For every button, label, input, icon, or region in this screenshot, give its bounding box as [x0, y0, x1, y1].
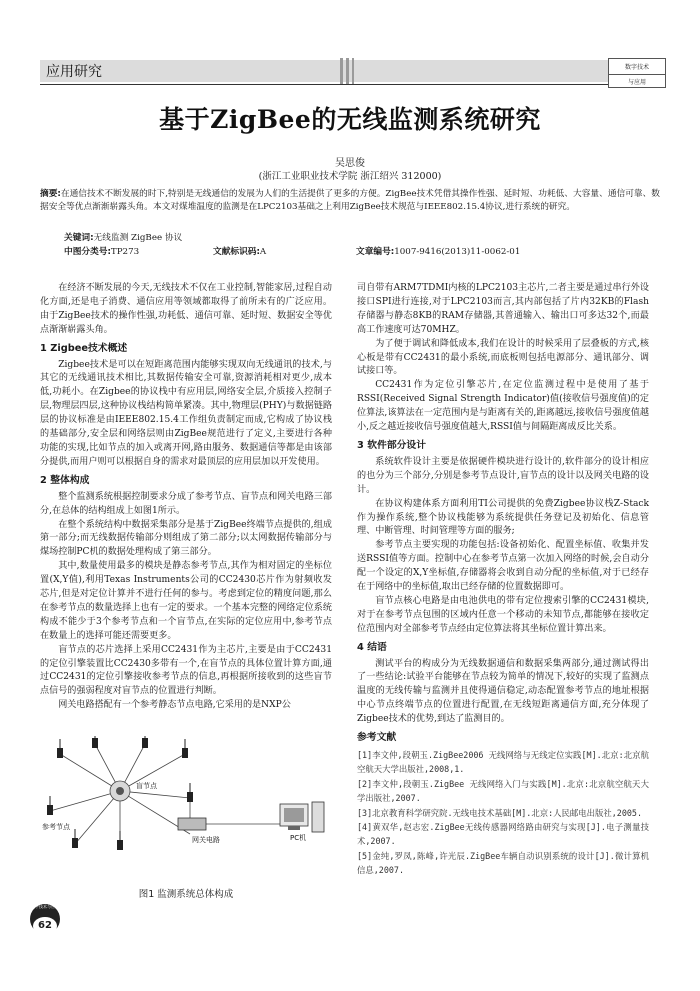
clc	[64, 245, 139, 257]
abstract-label: 摘要:	[40, 189, 61, 199]
logo-bottom-text: 与应用	[609, 74, 665, 86]
reference-list	[357, 748, 649, 878]
body-paragraph: 参考节点主要实现的功能包括:设备初始化、配置坐标值、收集并发送RSSI值等方面。控制中心在参考节点第一次加入网络的时候,会自动分配一个设定的X,Y坐标值,存储器将会收到自动分配的坐标值,对于已经存在于网络中的坐标值,取出已经存储的位置数据即可。	[357, 540, 649, 593]
abstract	[40, 188, 660, 214]
affiliation: (浙江工业职业技术学院 浙江绍兴 312000)	[258, 171, 442, 182]
article-title: 基于ZigBee的无线监测系统研究	[159, 105, 541, 134]
reference-item: [1]李文仲,段朝玉.ZigBee2006 无线网络与无线定位实践[M].北京:北京航空航天大学出版社,2008,1.	[357, 750, 649, 775]
reference-item: [2]李文仲,段朝玉.ZigBee 无线网络入门与实践[M].北京:北京航空航天大学出版社,2007.	[357, 778, 649, 804]
body-paragraph: 盲节点核心电路是由电池供电的带有定位搜索引擎的CC2431模块,对于在参考节点包围的区域内任意一个移动的未知节点,都能够在接收定位范围内对全部参考节点经由定位算法将其坐标位置计算出来。	[357, 595, 649, 634]
keywords-text: 无线监测 ZigBee 协议	[93, 233, 183, 243]
article-number-label: 文章编号:	[356, 247, 395, 257]
section-heading: 2 整体构成	[40, 474, 90, 486]
journal-logo	[608, 58, 666, 88]
clc-value: TP273	[110, 247, 140, 257]
right-column	[357, 282, 649, 878]
header-rule	[40, 84, 660, 85]
header-bar	[40, 60, 620, 82]
header-stripe	[340, 58, 343, 84]
body-paragraph: 在协议构建体系方面利用TI公司提供的免费Zigbee协议栈Z-Stack作为操作系统,整个协议栈能够为系统提供任务登记及初始化、信息管理、中断管理、时间管理等方面的服务;	[357, 498, 649, 537]
keywords-label: 关键词:	[64, 233, 94, 243]
body-paragraph: Zigbee技术是可以在短距离范围内能够实现双向无线通讯的技术,与其它的无线通讯技术相比,其数据传输安全可靠,资源消耗相对更少,成本低,功耗小。在Zigbee的协议栈中有应用层,网络安全层,介质接入控制子层,物理层四层,这种协议栈结构简单紧凑。其中,物理层(PHY)与数据链路层的协议标准是由IEEE802.15.4工作组负责制定而成,它构成了协议栈的基础部分,安全层和网络层则由ZigBee规范进行了定义,主要进行各种功能的实现,比如节点的加入或离开网,路由服务、数据通信等都是由该部分提供,而用户则可以根据自身的需求对最顶层的应用层加以开发使用。	[40, 359, 332, 467]
keywords	[64, 231, 182, 243]
figure-caption: 图1 监测系统总体构成	[138, 889, 234, 900]
clc-label: 中图分类号:	[64, 247, 111, 257]
logo-top-text: 数字技术	[624, 64, 649, 71]
section-label: 应用研究	[46, 64, 102, 80]
doc-code-value: A	[259, 247, 267, 257]
gateway-icon	[178, 818, 206, 830]
references-heading: 参考文献	[357, 732, 397, 744]
reference-item: [3]北京教育科学研究院.无线电技术基础[M].北京:人民邮电出版社,2005.	[357, 807, 643, 818]
body-paragraph: 测试平台的构成分为无线数据通信和数据采集两部分,通过测试得出了一些结论:试验平台能够在节点较为简单的情况下,较好的实现了监测点温度的无线传输与监测并且使得通信稳定,动态配置参考节点的地址根据中心节点终端节点的位置进行配置,在无线短距离通信方面,充分体现了Zigbee技术的优势,到达了监测目的。	[357, 658, 649, 725]
reference-node-label: 参考节点	[42, 823, 70, 831]
pc-icon	[280, 802, 324, 832]
author: 吴思俊	[335, 158, 365, 169]
section-heading: 1 Zigbee技术概述	[40, 342, 128, 354]
page-number: 62	[33, 917, 57, 935]
body-paragraph: 网关电路搭配有一个参考静态节点电路,它采用的是NXP公	[58, 700, 291, 711]
left-column	[40, 282, 332, 713]
body-paragraph: 盲节点的芯片选择上采用CC2431作为主芯片,主要是由于CC2431的定位引擎装置比CC2430多带有一个,在盲节点的具体位置计算方面,通过CC2431的定位引擎接收参考节点的信息,再根据所接收到的这些盲节点信号的强弱程度对盲节点的位置进行判断。	[40, 644, 332, 697]
reference-item: [5]金纯,罗凤,陈峰,许光辰.ZigBee车辆自动识别系统的设计[J].微计算机信息,2007.	[357, 850, 649, 876]
body-paragraph: 司自带有ARM7TDMI内核的LPC2103主芯片,二者主要是通过串行外设接口SPI进行连接,对于LPC2103而言,其内部包括了片内32KB的Flash存储器与静态8KB的RAM存储器,其普通输入、输出口可多达32个,而最高工作速度可达70MHZ。	[357, 283, 649, 335]
reference-item: [4]黄双华,赵志宏.ZigBee无线传感器网络路由研究与实现[J].电子测量技术,2007.	[357, 822, 649, 847]
body-paragraph: 为了便于调试和降低成本,我们在设计的时候采用了层叠板的方式,核心板是带有CC2431的最小系统,而底板则包括电源部分、通讯部分、调试接口等。	[357, 338, 649, 377]
blind-node-label: 盲节点	[136, 782, 157, 790]
header-stripe	[352, 58, 354, 84]
intro-paragraph: 在经济不断发展的今天,无线技术不仅在工业控制,智能家居,过程自动化方面,还是电子消费、通信应用等领域都取得了前所未有的广泛应用。由于ZigBee技术的操作性强,功耗低、通信可靠、延时短、数据安全等优点渐渐崭露头角。	[40, 283, 332, 335]
body-paragraph: 整个监测系统根据控制要求分成了参考节点、盲节点和网关电路三部分,在总体的结构组成上如图1所示。	[40, 491, 332, 516]
section-heading: 4 结语	[357, 641, 387, 653]
badge-text: 数字技术与应用	[31, 904, 59, 909]
header-stripe	[346, 58, 349, 84]
body-paragraph: 在整个系统结构中数据采集部分是基于ZigBee终端节点提供的,组成第一部分;而无线数据传输部分则组成了第二部分;以太网数据传输部分与煤场控制PC机的数据处理构成了第三部分。	[40, 519, 332, 558]
doc-code-label: 文献标识码:	[213, 247, 260, 257]
body-paragraph: 其中,数量使用最多的模块是静态参考节点,其作为相对固定的坐标位置(X,Y值),利用Texas Instruments公司的CC2430芯片作为射频收发芯片,但是对定位计算并不进行任何的参与。考虑到定位的精度问题,那么在参考节点的数量选择上也有一定的要求。一个基本完整的网络定位系统构成不能少于3个参考节点和一个盲节点,在实际的定位应用中,参考节点在数量上的选择可能还需要更多。	[40, 561, 332, 641]
abstract-text: 在通信技术不断发展的时下,特别是无线通信的发展为人们的生活提供了更多的方便。ZigBee技术凭借其操作性强、延时短、功耗低、大容量、通信可靠、数据安全等优点渐渐崭露头角。本文对煤堆温度的监测是在LPC2103基础之上利用ZigBee技术规范与IEEE802.15.4协议,进行系统的研究。	[40, 189, 660, 212]
body-paragraph: CC2431作为定位引擎芯片,在定位监测过程中是使用了基于RSSI(Received Signal Strength Indicator)值(接收信号强度值)的定位算法,该算法在一定范围内是与距离有关的,距离越远,接收信号强度值越小,反之越近接收信号强度值越大,RSSI值与间隔距离成反比关系。	[357, 380, 649, 433]
body-paragraph: 系统软件设计主要是依据硬件模块进行设计的,软件部分的设计相应的也分为三个部分,分别是参考节点设计,盲节点的设计以及网关电路的设计。	[357, 456, 649, 495]
article-number-value: 1007-9416(2013)11-0062-01	[394, 247, 521, 257]
pc-label: PC机	[290, 834, 307, 842]
gateway-label: 网关电路	[192, 836, 220, 844]
article-number	[356, 245, 520, 257]
section-heading: 3 软件部分设计	[357, 439, 427, 451]
blind-node-core	[116, 787, 124, 795]
system-diagram	[40, 736, 332, 866]
doc-code	[213, 245, 266, 257]
